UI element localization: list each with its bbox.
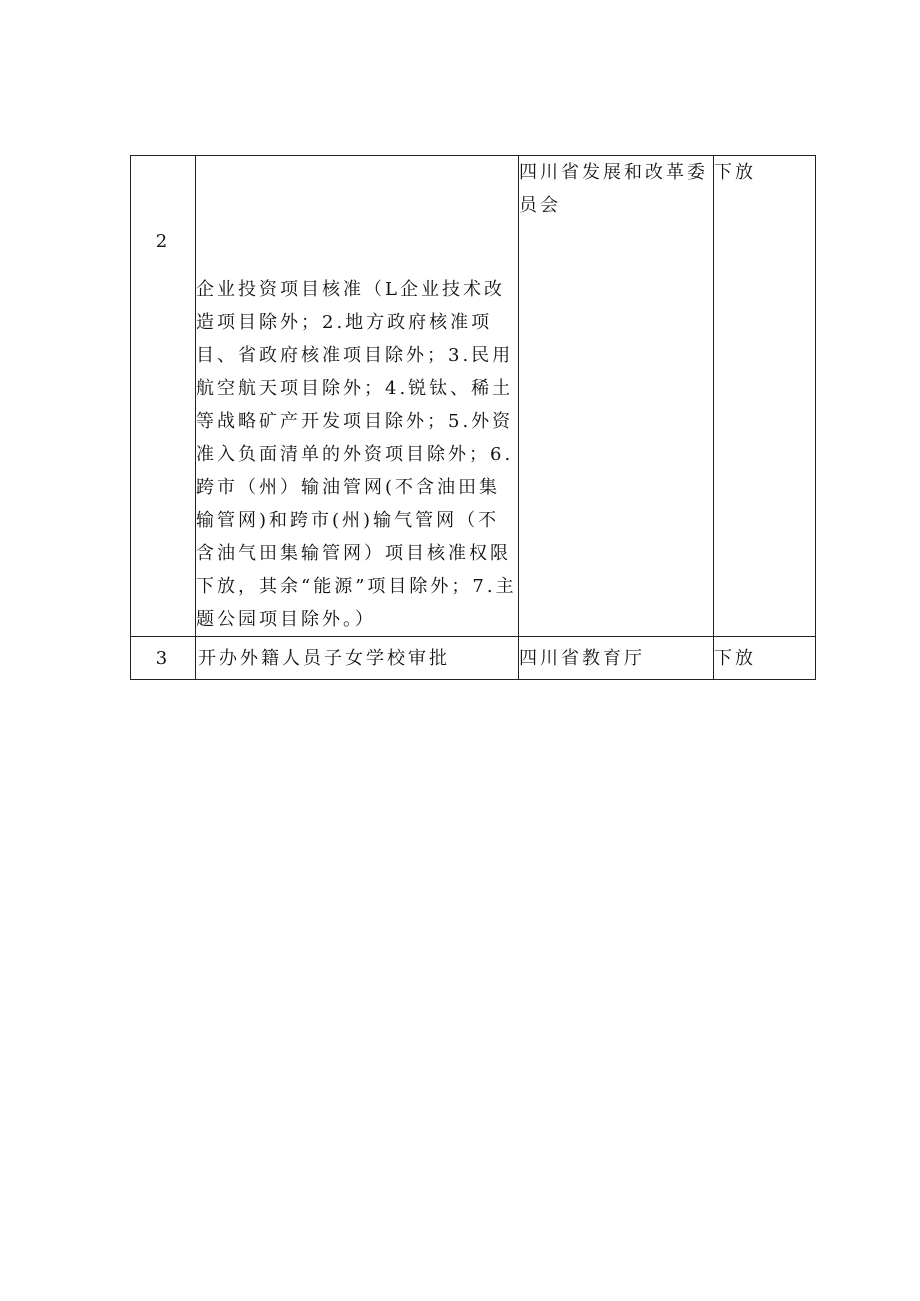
table-row (131, 637, 816, 680)
item-name-cell (196, 637, 519, 680)
item-name: 开办外籍人员子女学校审批 (198, 647, 450, 669)
action-cell: 下放 (714, 637, 816, 680)
table-row (131, 156, 816, 637)
items-table (130, 155, 816, 680)
department-cell: 四川省教育厅 (519, 637, 714, 680)
row-number: 3 (131, 637, 196, 680)
item-name: 企业投资项目核准（L企业技术改造项目除外；2.地方政府核准项目、省政府核准项目除外；3.民用航空航天项目除外；4.锐钛、稀土等战略矿产开发项目除外；5.外资准入负面清单的外资项目除外；6.跨市（州）输油管网(不含油田集输管网)和跨市(州)输气管网（不含油气田集输管网）项目核准权限下放，其余“能源”项目除外；7.主题公园项目除外。） (196, 279, 517, 630)
department-cell: 四川省发展和改革委员会 (519, 156, 714, 637)
action-cell: 下放 (714, 156, 816, 637)
item-name-cell (196, 156, 519, 637)
row-number: 2 (131, 156, 196, 637)
